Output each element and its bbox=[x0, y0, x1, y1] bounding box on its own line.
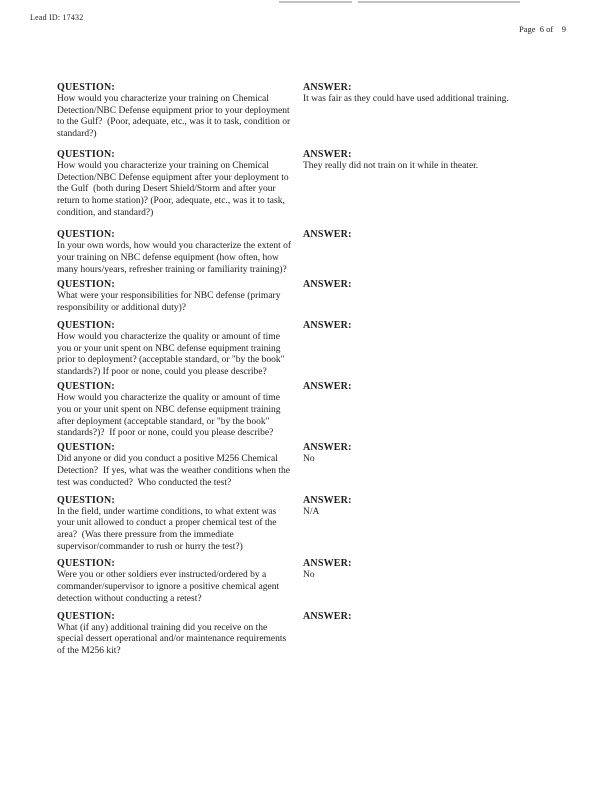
question-text: Did anyone or did you conduct a positive M256 Chemical Detection? If yes, what was the weather conditions when the test was conducted? Who conducted the test? bbox=[57, 454, 293, 488]
question-column bbox=[57, 611, 297, 658]
qa-list bbox=[57, 82, 581, 663]
answer-column bbox=[303, 442, 581, 489]
question-text: What were your responsibilities for NBC defense (primary responsibility or additional duty)? bbox=[57, 291, 283, 314]
answer-label: ANSWER: bbox=[303, 381, 352, 393]
qa-row bbox=[57, 82, 581, 141]
answer-label: ANSWER: bbox=[303, 82, 352, 93]
question-column bbox=[57, 442, 297, 489]
question-text: Were you or other soldiers ever instructed/ordered by a commander/supervisor to ignore a positive chemical agent detection without conducting a retest? bbox=[57, 570, 282, 604]
question-label: QUESTION: bbox=[57, 279, 115, 291]
answer-text: No bbox=[303, 570, 315, 581]
question-label: QUESTION: bbox=[57, 494, 115, 506]
page-number-label: Page 6 of 9 bbox=[519, 24, 566, 34]
question-text: In the field, under wartime conditions, to what extent was your unit allowed to conduct a proper chemical test of the area? (Was there pressure from the immediate supervisor/commander to rush or hurry the test?) bbox=[57, 506, 279, 552]
question-label: QUESTION: bbox=[57, 442, 115, 454]
answer-column bbox=[303, 229, 581, 276]
answer-text: They really did not train on it while in theater. bbox=[303, 160, 479, 171]
answer-label: ANSWER: bbox=[303, 610, 352, 622]
qa-row bbox=[57, 149, 581, 220]
answer-column bbox=[303, 82, 581, 141]
qa-row bbox=[57, 279, 581, 314]
answer-column bbox=[303, 611, 581, 658]
question-text: In your own words, how would you characterize the extent of your training on NBC defense equipment (how often, how many hours/years, refresher training or familiarity training)? bbox=[57, 241, 294, 275]
scan-artifact-line bbox=[279, 1, 352, 3]
answer-label: ANSWER: bbox=[303, 148, 352, 160]
question-text: What (if any) additional training did you receive on the special dessert operational and/or maintenance requirements of the M256 kit? bbox=[57, 622, 289, 656]
qa-row bbox=[57, 381, 581, 440]
answer-column bbox=[303, 381, 581, 440]
question-column bbox=[57, 149, 297, 220]
question-column bbox=[57, 558, 297, 605]
answer-column bbox=[303, 320, 581, 379]
question-text: How would you characterize the quality or amount of time you or your unit spent on NBC defense equipment training prior to deployment? (acceptable standard, or "by the book" standards?) If poor or none, could you please describe? bbox=[57, 331, 287, 377]
answer-column bbox=[303, 558, 581, 605]
question-column bbox=[57, 82, 297, 141]
question-label: QUESTION: bbox=[57, 381, 115, 393]
question-label: QUESTION: bbox=[57, 558, 115, 570]
answer-column bbox=[303, 495, 581, 554]
question-text: How would you characterize your training on Chemical Detection/NBC Defense equipment prior to your deployment to the Gulf? (Poor, adequate, etc., was it to task, condition or standard?) bbox=[57, 94, 293, 140]
answer-label: ANSWER: bbox=[303, 319, 352, 331]
question-label: QUESTION: bbox=[57, 229, 115, 241]
question-column bbox=[57, 229, 297, 276]
lead-id-label: Lead ID: 17432 bbox=[30, 13, 84, 22]
question-text: How would you characterize the quality or amount of time you or your unit spent on NBC defense equipment training after deployment (acceptable standard, or "by the book" standards?)? If poor or none, could you please describe? bbox=[57, 393, 283, 439]
qa-row bbox=[57, 229, 581, 276]
question-column bbox=[57, 279, 297, 314]
question-label: QUESTION: bbox=[57, 319, 115, 331]
answer-label: ANSWER: bbox=[303, 279, 352, 291]
answer-label: ANSWER: bbox=[303, 442, 352, 454]
answer-column bbox=[303, 149, 581, 220]
qa-row bbox=[57, 611, 581, 658]
scan-artifact-line bbox=[358, 1, 520, 3]
question-column bbox=[57, 381, 297, 440]
answer-label: ANSWER: bbox=[303, 494, 352, 506]
qa-row bbox=[57, 442, 581, 489]
qa-row bbox=[57, 558, 581, 605]
answer-column bbox=[303, 279, 581, 314]
question-text: How would you characterize your training on Chemical Detection/NBC Defense equipment after your deployment to the Gulf (both during Desert Shield/Storm and after your return to home station)? (Poor, adequate, etc., was it to task, condition, and standard?) bbox=[57, 160, 292, 218]
question-label: QUESTION: bbox=[57, 148, 115, 160]
question-column bbox=[57, 495, 297, 554]
answer-text: It was fair as they could have used additional training. bbox=[303, 94, 509, 104]
qa-row bbox=[57, 320, 581, 379]
answer-text: N/A bbox=[303, 506, 320, 517]
question-label: QUESTION: bbox=[57, 82, 115, 93]
qa-row bbox=[57, 495, 581, 554]
answer-label: ANSWER: bbox=[303, 558, 352, 570]
question-label: QUESTION: bbox=[57, 610, 115, 622]
question-column bbox=[57, 320, 297, 379]
answer-label: ANSWER: bbox=[303, 229, 352, 241]
answer-text: No bbox=[303, 454, 315, 465]
